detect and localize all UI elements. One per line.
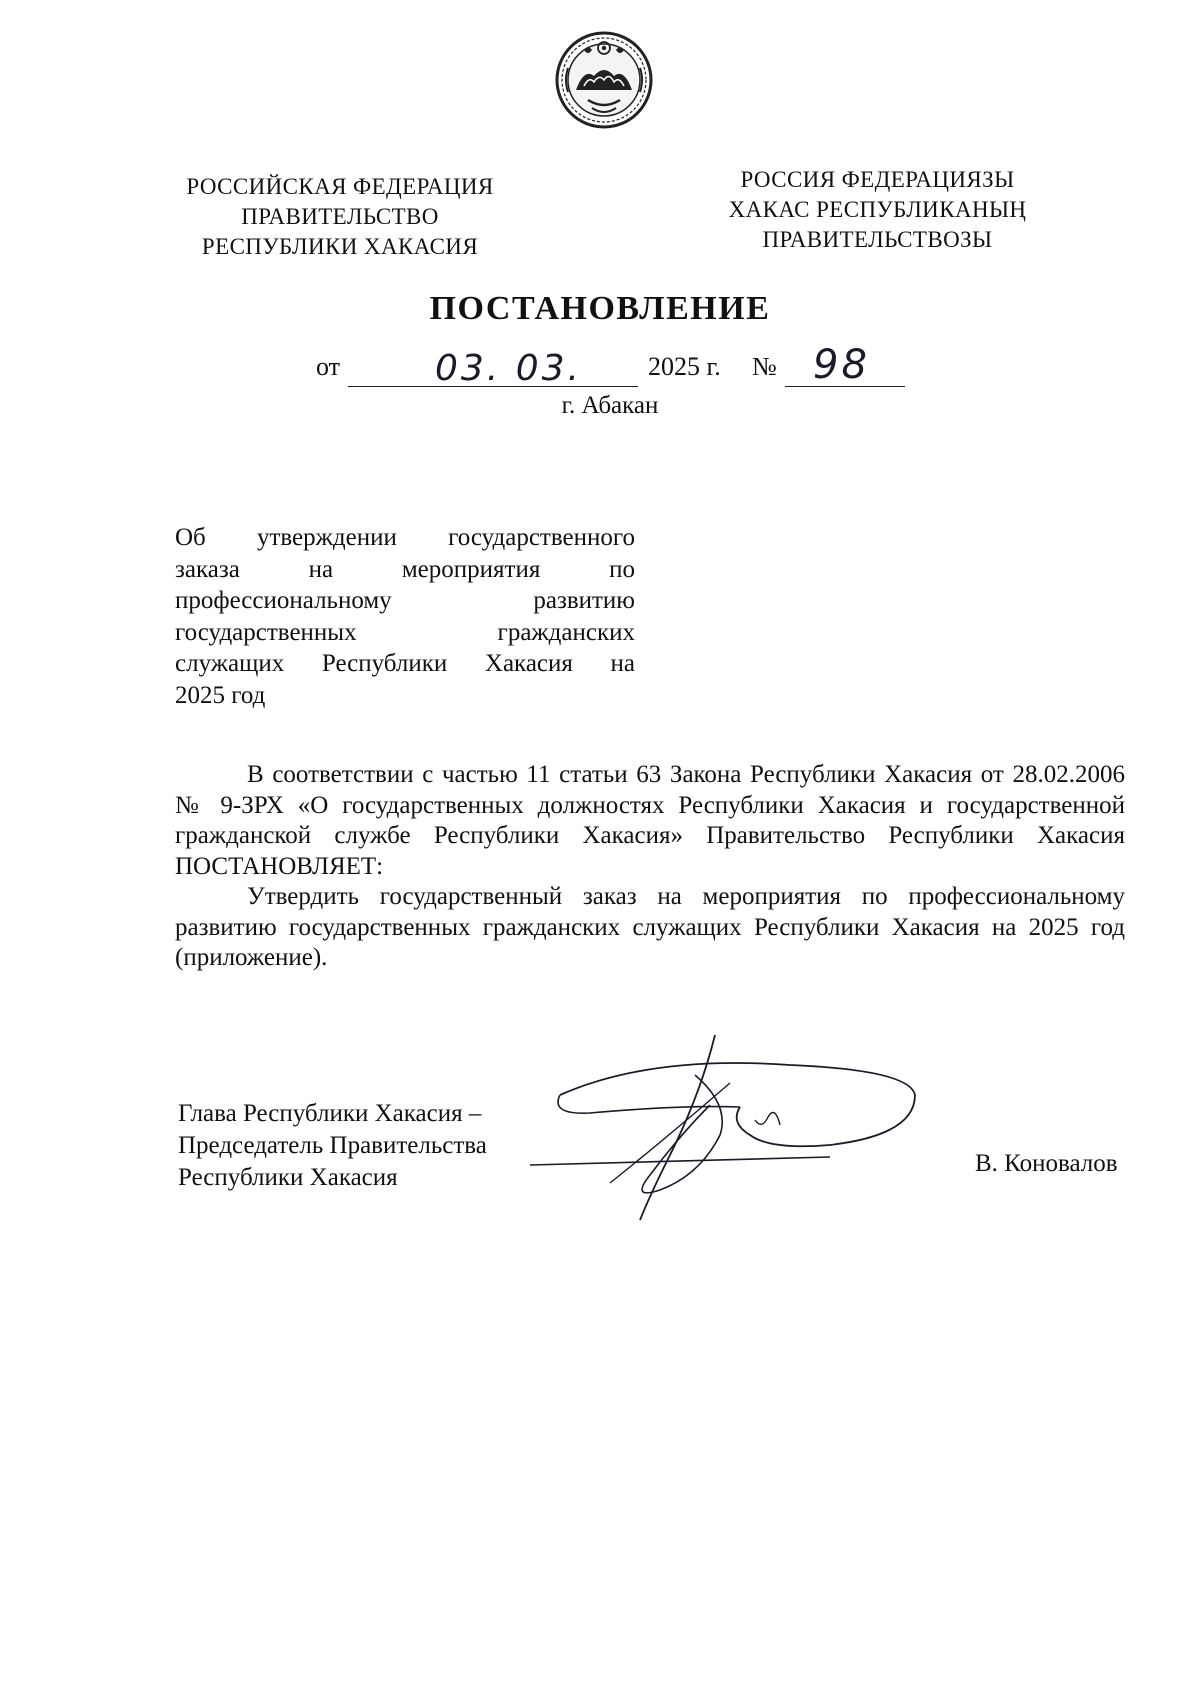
subject-line: заказа на мероприятия по — [175, 555, 635, 583]
signoff-title-line: Председатель Правительства — [178, 1132, 487, 1159]
signoff-title — [178, 1098, 487, 1194]
header-left-line: ПРАВИТЕЛЬСТВО — [241, 204, 439, 229]
header-right-line: РОССИЯ ФЕДЕРАЦИЯЗЫ — [740, 167, 1015, 192]
header-right-line: ХАКАС РЕСПУБЛИКАНЫҢ — [728, 197, 1027, 222]
header-left-line: РЕСПУБЛИКИ ХАКАСИЯ — [201, 234, 479, 259]
handwritten-signature — [530, 1035, 980, 1235]
subject-line: государственных гражданских — [175, 618, 635, 646]
header-right-khakas — [690, 165, 1065, 255]
body-paragraph-1: В соответствии с частью 11 статьи 63 Закона Республики Хакасия от 28.02.2006 № 9-ЗРХ «О государственных должностях Республики Хакасия и государственной гражданской службе Республики Хакасия» Правительство Республики Хакасия ПОСТАНОВЛЯЕТ: — [175, 761, 1125, 880]
subject-line: профессиональному развитию — [175, 587, 635, 614]
number-prefix: № — [752, 352, 777, 381]
khakassia-emblem-icon — [554, 28, 654, 132]
date-year: 2025 г. — [648, 352, 721, 381]
subject-line: 2025 год — [175, 681, 266, 709]
signer-name: В. Коновалов — [975, 1150, 1118, 1177]
city-line: г. Абакан — [561, 392, 659, 419]
handwritten-date: 03. 03. — [435, 348, 582, 389]
signoff-title-line: Республики Хакасия — [178, 1164, 398, 1191]
date-prefix: от — [316, 352, 341, 381]
header-left-line: РОССИЙСКАЯ ФЕДЕРАЦИЯ — [186, 174, 494, 199]
header-left-russian — [155, 172, 525, 262]
handwritten-number: 98 — [813, 342, 870, 388]
subject-line: Об утверждении государственного — [175, 524, 635, 551]
body-text — [175, 760, 1125, 974]
signoff-title-line: Глава Республики Хакасия – — [178, 1100, 482, 1127]
subject-block — [175, 522, 635, 711]
document-type-title: ПОСТАНОВЛЕНИЕ — [429, 290, 771, 327]
subject-line: служащих Республики Хакасия на — [175, 650, 635, 677]
header-right-line: ПРАВИТЕЛЬСТВОЗЫ — [762, 227, 993, 252]
body-paragraph-2: Утвердить государственный заказ на мероприятия по профессиональному развитию государственных гражданских служащих Республики Хакасия на 2025 год (приложение). — [175, 883, 1125, 971]
